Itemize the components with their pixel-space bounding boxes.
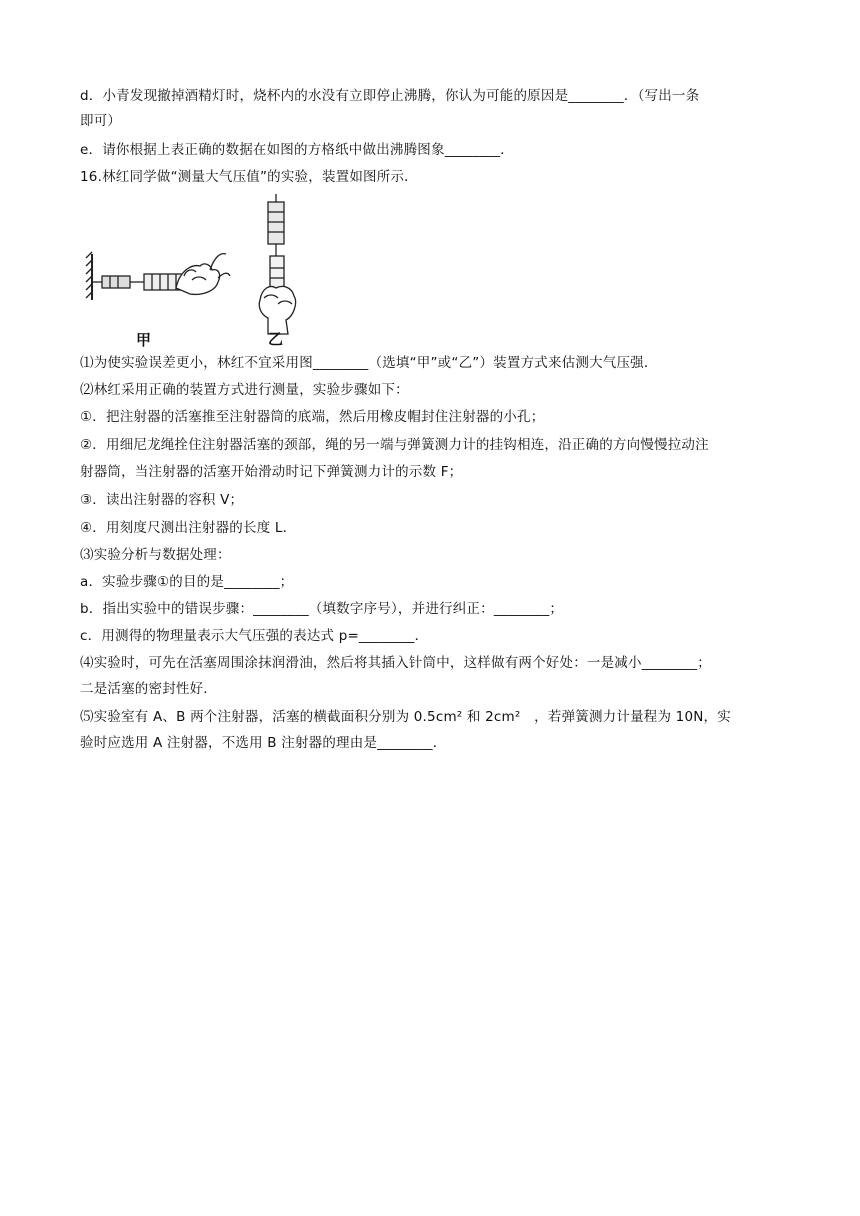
figure-label-yi: 乙 xyxy=(268,330,284,348)
figure-label-jia: 甲 xyxy=(136,331,152,349)
text-line-q5: ⑸实验室有 A、B 两个注射器，活塞的横截面积分别为 0.5cm² 和 2cm² ，若弹簧测力计量程为 10N，实 xyxy=(80,709,731,725)
step-2-cont: 射器筒，当注射器的活塞开始滑动时记下弹簧测力计的示数 F； xyxy=(80,464,463,480)
text-line-d: d．小青发现撤掉酒精灯时，烧杯内的水没有立即停止沸腾，你认为可能的原因是________．（写出一条 xyxy=(80,88,700,104)
step-2: ②．用细尼龙绳拴住注射器活塞的颈部，绳的另一端与弹簧测力计的挂钩相连，沿正确的方向慢慢拉动注 xyxy=(80,437,709,453)
text-line-q3-a: a．实验步骤①的目的是________； xyxy=(80,574,294,590)
text-line-q4-cont: 二是活塞的密封性好． xyxy=(80,681,217,697)
text-line-q3-b: b．指出实验中的错误步骤：________（填数字序号），并进行纠正：________； xyxy=(80,601,564,617)
text-line-q1: ⑴为使实验误差更小，林红不宜采用图________（选填“甲”或“乙”）装置方式来估测大气压强． xyxy=(80,355,658,371)
text-line-q4: ⑷实验时，可先在活塞周围涂抹润滑油，然后将其插入针筒中，这样做有两个好处：一是减小________； xyxy=(80,655,711,671)
text-line-q5-cont: 验时应选用 A 注射器，不选用 B 注射器的理由是________． xyxy=(80,735,447,751)
text-line-q3: ⑶实验分析与数据处理： xyxy=(80,547,231,563)
apparatus-figure xyxy=(80,192,340,352)
figure-yi-illustration xyxy=(259,194,295,334)
text-line-q2: ⑵林红采用正确的装置方式进行测量，实验步骤如下： xyxy=(80,382,409,398)
text-line-q3-c: c．用测得的物理量表示大气压强的表达式 p=________． xyxy=(80,628,429,644)
step-1: ①．把注射器的活塞推至注射器筒的底端，然后用橡皮帽封住注射器的小孔； xyxy=(80,409,545,425)
text-line-d-cont: 即可） xyxy=(80,113,122,129)
step-4: ④．用刻度尺测出注射器的长度 L． xyxy=(80,520,297,536)
text-line-e: e．请你根据上表正确的数据在如图的方格纸中做出沸腾图象________． xyxy=(80,142,515,158)
question-16-title: 16.林红同学做“测量大气压值”的实验，装置如图所示． xyxy=(80,169,418,185)
figure-jia-illustration xyxy=(86,252,230,300)
step-3: ③．读出注射器的容积 V； xyxy=(80,492,244,508)
